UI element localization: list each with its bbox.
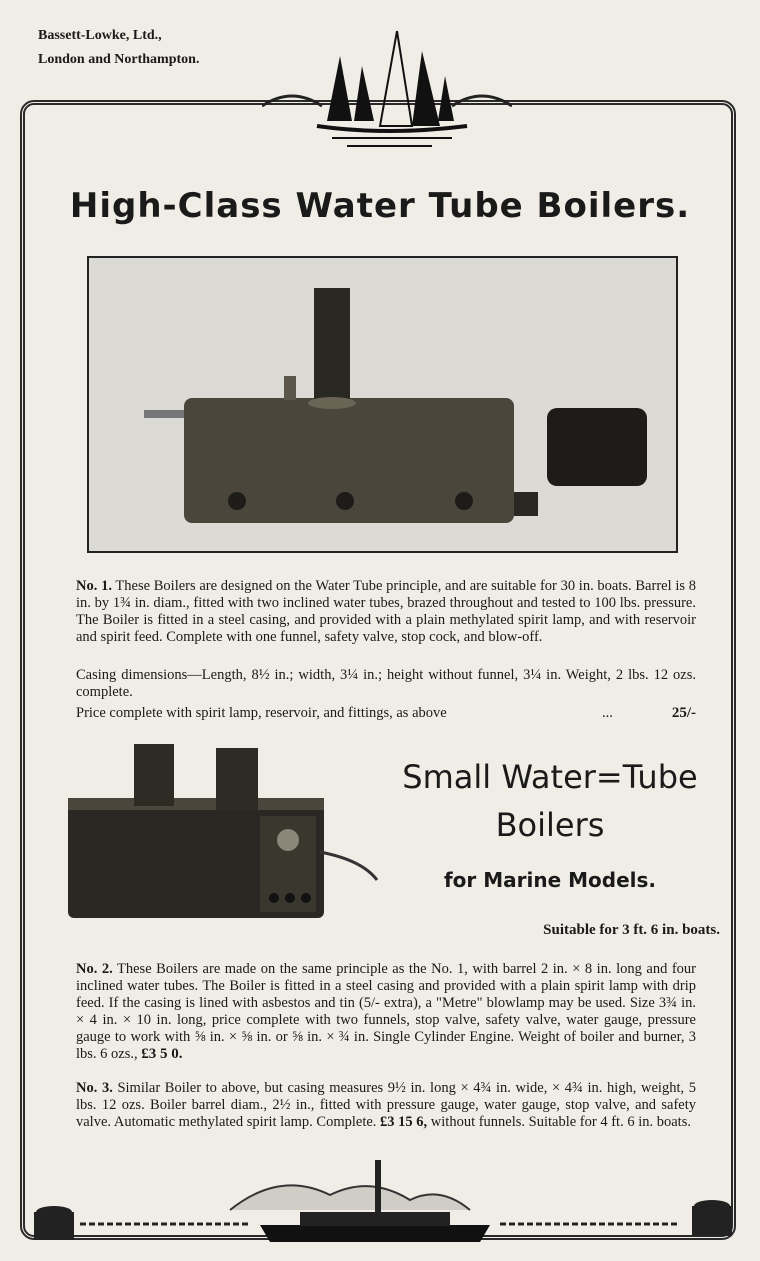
publisher-location: London and Northampton.: [38, 52, 200, 67]
boiler-photo-1: [87, 256, 678, 553]
item-1-dims-text: Casing dimensions—Length, 8½ in.; width, 3¼ in.; height without funnel, 3¼ in. Weight, 2 lbs. 12 ozs. complete.: [76, 667, 696, 700]
item-2-price: £3 5 0.: [141, 1046, 183, 1062]
item-1-label: No. 1.: [76, 578, 112, 594]
item-3-text-a: Similar Boiler to above, but casing measures 9½ in. long × 4¾ in. wide, × 4¾ in. high, weight, 5 lbs. 12 ozs. Boiler barrel diam., 2½ in., fitted with pressure gauge, water gauge, stop valve, and safety valve. Automatic methylated spirit lamp. Complete.: [76, 1080, 696, 1130]
item-1-dimensions: [76, 667, 696, 701]
section-2-subtitle: for Marine Models.: [443, 868, 657, 892]
publisher-header: [38, 24, 199, 72]
item-3-text-b: without funnels. Suitable for 4 ft. 6 in. boats.: [430, 1114, 691, 1130]
section-2-title-line-2: Boilers: [495, 806, 605, 844]
page-title: High-Class Water Tube Boilers.: [69, 186, 691, 226]
publisher-name: Bassett-Lowke, Ltd.,: [38, 28, 162, 43]
item-1-price-row: [76, 705, 696, 722]
section-2-suitable: Suitable for 3 ft. 6 in. boats.: [543, 922, 720, 938]
item-3-price: £3 15 6,: [380, 1114, 428, 1130]
item-1-dots: ...: [602, 705, 613, 721]
section-2-title-line-1: Small Water=Tube: [402, 758, 698, 796]
item-3-description: [76, 1080, 696, 1131]
sailboats-illustration: [262, 26, 512, 156]
item-2-description: [76, 961, 696, 1063]
item-1-description: [76, 578, 696, 646]
item-2-label: No. 2.: [76, 961, 113, 977]
item-1-text: These Boilers are designed on the Water Tube principle, and are suitable for 30 in. boats. Barrel is 8 in. by 1¾ in. diam., fitted with two inclined water tubes, brazed throughout and tested to 100 lbs. pressure. The Boiler is fitted in a steel casing, and provided with a plain methylated spirit lamp, and with reservoir and spirit feed. Complete with one funnel, safety valve, stop cock, and blow-off.: [76, 578, 696, 645]
item-1-price: 25/-: [671, 705, 696, 721]
warship-illustration: [20, 1150, 736, 1250]
item-1-price-text: Price complete with spirit lamp, reservoir, and fittings, as above: [76, 705, 447, 721]
item-3-label: No. 3.: [76, 1080, 113, 1096]
item-2-text: These Boilers are made on the same principle as the No. 1, with barrel 2 in. × 8 in. long and four inclined water tubes. The Boiler is fitted in a steel casing and provided with a plain spirit lamp with drip feed. If the casing is lined with asbestos and tin (5/- extra), a "Metre" blowlamp may be used. Size 3¾ in. × 4 in. × 10 in. long, price complete with two funnels, stop valve, safety valve, water gauge, pressure gauge to work with ⅝ in. × ⅝ in. or ⅝ in. × ¾ in. Single Cylinder Engine. Weight of boiler and burner, 3 lbs. 6 ozs.,: [76, 961, 696, 1062]
boiler-photo-2: [62, 740, 382, 930]
